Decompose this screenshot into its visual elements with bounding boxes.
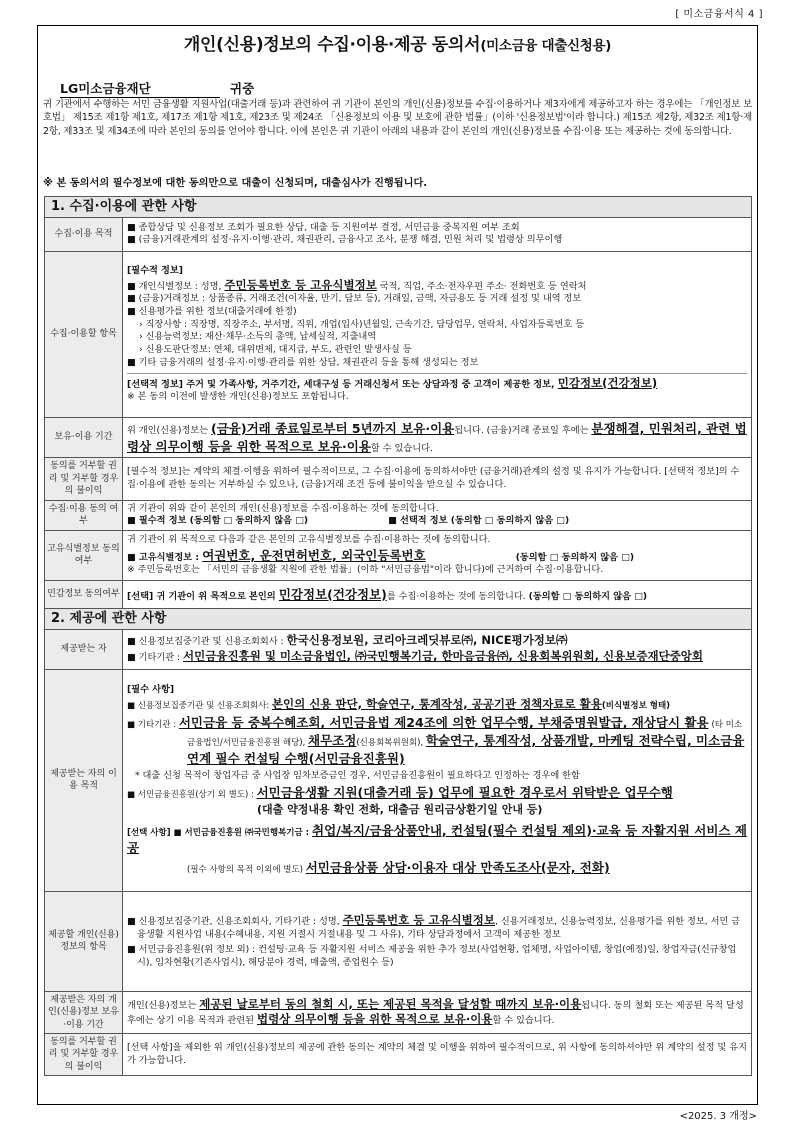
section-1-title: 1. 수집·이용에 관한 사항 <box>45 197 752 218</box>
intro-paragraph: 귀 기관에서 수행하는 서민 금융생활 지원사업(대출거래 등)과 관련하여 귀 기관이 본인의 개인(신용)정보를 수집·이용하거나 제3자에게 제공하고자 하는 경우에는 「개인정보 보호법」 제15조 제1항 제1호, 제17조 제1항 제1호, 제23조 및 제24조 「신용정보의 이용 및 보호에 관한 법률」(이하 '신용정보법'이라 합니다.) 제15조 제2항, 제32조 제1항·제2항, 제33조 및 제34조에 따라 본인의 동의를 얻어야 합니다. 이에 본인은 귀 기관이 아래의 내용과 같이 본인의 개인(신용)정보를 수집·이용 또는 제공하는 것에 동의합니다. <box>43 99 752 137</box>
sensitive-pre: [선택] 귀 기관이 위 목적으로 본인의 <box>127 590 279 602</box>
recipient-line-1 <box>127 633 747 649</box>
consent-text: 귀 기관이 위와 같이 본인의 개인(신용)정보를 수집·이용하는 것에 동의합니다. <box>127 502 439 514</box>
purpose-2-footnote: * 대출 신청 목적이 창업자금 중 사업장 임차보증금인 경우, 서민금융진흥원이 필요하다고 인정하는 경우에 한함 <box>135 769 580 781</box>
label-provided-refuse: 동의를 거부할 권리 및 거부할 경우의 불이익 <box>45 1034 123 1076</box>
notice-line: ※ 본 동의서의 필수정보에 대한 동의만으로 대출이 신청되며, 대출심사가 진행됩니다. <box>43 178 428 189</box>
title-sub: (미소금융 대출신청용) <box>480 38 612 54</box>
provided-refuse-cell: [선택 사항]을 제외한 위 개인(신용)정보의 제공에 관한 동의는 계약의 체결 및 이행을 위하여 필수적이므로, 위 사항에 동의하셔야만 위 계약의 설정 및 유지가 가능합니다. <box>123 1034 752 1076</box>
purpose-line-3b <box>127 802 747 818</box>
purpose-2-note-2: (신용회복위원회), <box>356 738 426 749</box>
provided-items-cell <box>123 891 752 991</box>
label-period: 보유·이용 기간 <box>45 417 123 457</box>
section-2-title: 2. 제공에 관한 사항 <box>45 608 752 629</box>
consent-cell <box>123 500 752 530</box>
document-title <box>38 34 757 56</box>
provided-period-pre: 개인(신용)정보는 <box>127 999 200 1011</box>
refuse-cell: [필수적 정보]는 계약의 체결·이행을 위하여 필수적이므로, 그 수집·이용에 동의하셔야만 (금융거래)관계의 설정 및 유지가 가능합니다. [선택적 정보]의 수집·이용에 관한 동의는 거부하실 수 있으나, (금융)거래 조건 등에 불이익을 받으실 수 있습니다. <box>123 458 752 500</box>
id-info-emphasis: 주민등록번호 등 고유식별정보 <box>224 277 377 292</box>
provided-period-post: 할 수 있습니다. <box>492 1015 555 1027</box>
title-main: 개인(신용)정보의 수집·이용·제공 동의서 <box>183 35 481 55</box>
consent-table <box>44 196 752 1076</box>
unique-id-text: 귀 기관이 위 목적으로 다음과 같은 본인의 고유식별정보를 수집·이용하는 것에 동의합니다. <box>127 533 491 545</box>
recipient-2-names: 서민금융진흥원 및 미소금융법인, ㈜국민행복기금, 한마음금융㈜, 신용회복위원회, 신용보증재단중앙회 <box>183 649 704 664</box>
unique-id-checkbox[interactable]: (동의함 □ 동의하지 않음 □) <box>515 551 635 563</box>
purpose-3-emphasis: 서민금융생활 지원(대출거래 등) 업무에 필요한 경우로서 위탁받은 업무수행 <box>256 785 673 801</box>
recipient-line-2 <box>127 649 747 665</box>
form-code: [ 미소금융서식 4 ] <box>675 9 763 20</box>
optional-items-pre: [선택 사항] ■ 서민금융진흥원 ㈜국민행복기금 : <box>127 827 313 838</box>
recipient-2-pre: ■ 기타기관 : <box>127 652 184 664</box>
sensitive-post: 를 수집·이용하는 것에 동의합니다. <box>386 590 526 602</box>
required-items-head: [필수 사항] <box>127 683 175 695</box>
period-cell <box>123 417 752 457</box>
provided-items-1-emphasis: 주민등록번호 등 고유식별정보 <box>342 913 495 928</box>
unique-id-emphasis: 여권번호, 운전면허번호, 외국인등록번호 <box>202 547 426 563</box>
optional-items-2-emphasis: 서민금융상품 상담·이용자 대상 만족도조사(문자, 전화) <box>305 860 610 876</box>
label-recipients: 제공받는 자 <box>45 629 123 669</box>
divider <box>127 373 747 374</box>
optional-info-note: ※ 본 동의 이전에 발생한 개인(신용)정보도 포함됩니다. <box>127 391 349 403</box>
label-consent: 수집·이용 동의 여부 <box>45 500 123 530</box>
label-refuse: 동의를 거부할 권리 및 거부할 경우의 불이익 <box>45 458 123 500</box>
optional-items-2-pre: (필수 사항의 목적 이외에 별도) <box>187 865 306 876</box>
provided-items-line-2: ■ 서민금융진흥원(위 정보 외) : 컨설팅·교육 등 자활지원 서비스 제공을 위한 추가 정보(사업현황, 업체명, 사업아이템, 창업(예정)일, 창업자금(신규창업시), 임차현황(기존사업시), 해당분야 경력, 매출액, 종업원수 등) <box>127 943 737 968</box>
purpose-3-pre: ■ 서민금융진흥원(상기 외 별도) : <box>127 790 257 801</box>
period-emphasis-1: (금융)거래 종료일로부터 5년까지 보유·이용 <box>211 420 455 436</box>
purpose-2-pre: ■ 기타기관 : <box>127 720 179 731</box>
unique-id-note: ※ 주민등록번호는 「서민의 금융생활 지원에 관한 법률」(이하 "서민금융법"이라 합니다)에 근거하여 수집·이용합니다. <box>127 564 604 576</box>
purpose-line-1 <box>127 697 747 713</box>
optional-info-line <box>127 376 747 392</box>
consent-optional-checkbox[interactable]: ■ 선택적 정보 (동의함 □ 동의하지 않음 □) <box>388 515 570 527</box>
credit-info-item: › 신용도판단정보: 연체, 대위변제, 대지급, 부도, 관련인 발생사실 등 <box>139 344 412 356</box>
purpose-1-post: (비식별정보 형태) <box>601 700 671 711</box>
purpose-2-emphasis-3: 학술연구, 통계작성, 상품개발, 마케팅 전략수립, 미소금융 연계 필수 컨설팅 수행(서민금융진흥원) <box>187 733 745 766</box>
label-purpose: 수집·이용 목적 <box>45 217 123 251</box>
provided-period-cell <box>123 991 752 1033</box>
sensitive-checkbox[interactable]: (동의함 □ 동의하지 않음 □) <box>528 590 648 602</box>
provided-period-emphasis-1: 제공된 날로부터 동의 철회 시, 또는 제공된 목적을 달성할 때까지 보유·이용 <box>199 996 582 1011</box>
label-unique-id: 고유식별정보 동의여부 <box>45 530 123 580</box>
addressee-org: LG미소금융재단 <box>60 81 220 98</box>
credit-info-item: › 직장사항 : 직장명, 직장주소, 부서명, 직위, 개업(입사)년월일, 근속기간, 담당업무, 연락처, 사업자등록번호 등 <box>139 318 585 330</box>
recipient-1-names: 한국신용정보원, 코리아크레딧뷰로㈜, NICE평가정보㈜ <box>286 633 568 648</box>
purpose-item: ■ (금융)거래관계의 설정·유지·이행·관리, 채권관리, 금융사고 조사, 분쟁 해결, 민원 처리 및 법령상 의무이행 <box>127 234 563 246</box>
consent-options <box>127 515 747 528</box>
purpose-2-note-1: (타 미소금융법인/서민금융진흥원 해당), <box>187 720 743 749</box>
use-purpose-cell <box>123 669 752 891</box>
label-provided-items: 제공할 개인(신용) 정보의 항목 <box>45 891 123 991</box>
unique-id-pre: ■ 고유식별정보 : <box>127 551 203 563</box>
purpose-line-2 <box>127 714 747 767</box>
optional-info-emphasis: 민감정보(건강정보) <box>557 375 658 390</box>
optional-info-pre: [선택적 정보] 주거 및 가족사항, 거주기간, 세대구성 등 거래신청서 또는 상담과정 중 고객이 제공한 정보, <box>127 378 558 390</box>
period-emphasis-2: 분쟁해결, 민원처리, 관련 법령상 의무이행 등을 위한 목적으로 보유·이용 <box>127 420 747 454</box>
purpose-1-pre: ■ 신용정보집중기관 및 신용조회회사: <box>127 700 272 711</box>
id-info-post: 국적, 직업, 주소·전자우편 주소· 전화번호 등 연락처 <box>376 280 587 292</box>
purpose-1-emphasis: 본인의 신용 판단, 학술연구, 통계작성, 공공기관 정책자료로 활용 <box>271 696 602 711</box>
purpose-3-detail: (대출 약정내용 확인 전화, 대출금 원리금상환기일 안내 등) <box>257 802 543 816</box>
period-post: 할 수 있습니다. <box>370 442 433 454</box>
provided-items-line-1 <box>127 913 747 942</box>
consent-required-checkbox[interactable]: ■ 필수적 정보 (동의함 □ 동의하지 않음 □) <box>127 515 309 527</box>
id-info-line <box>127 278 747 294</box>
purpose-item: ■ 종합상담 및 신용정보 조회가 필요한 상담, 대출 등 지원여부 결정, 서민금융 중복지원 여부 조회 <box>127 221 520 233</box>
purpose-2-emphasis-1: 서민금융 등 중복수혜조회, 서민금융법 제24조에 의한 업무수행, 부채증명원발급, 재상담시 활용 <box>178 715 709 731</box>
label-provided-period: 제공받은 자의 개인(신용)정보 보유·이용 기간 <box>45 991 123 1033</box>
id-info-pre: ■ 개인식별정보 : 성명, <box>127 280 225 292</box>
unique-id-line <box>127 547 747 565</box>
provided-items-1-pre: ■ 신용정보집중기관, 신용조회회사, 기타기관 : 성명, <box>127 916 343 928</box>
purpose-cell <box>123 217 752 251</box>
purpose-line-3 <box>127 784 747 802</box>
credit-info-head: ■ 신용평가를 위한 정보(대출거래에 한정) <box>127 306 297 318</box>
required-info-head: [필수적 정보] <box>127 264 183 276</box>
fin-info-line: ■ (금융)거래정보 : 상품종류, 거래조건(이자율, 만기, 담보 등), 거래일, 금액, 자금용도 등 거래 설정 및 내역 정보 <box>127 293 582 305</box>
other-info-line: ■ 기타 금융거래의 설정·유지·이행·관리를 위한 상담, 채권관리 등을 통해 생성되는 정보 <box>127 356 479 368</box>
sensitive-emphasis: 민감정보(건강정보) <box>278 586 387 602</box>
recipients-cell <box>123 629 752 669</box>
recipient-1-pre: ■ 신용정보집중기관 및 신용조회회사 : <box>127 636 287 648</box>
items-cell <box>123 251 752 417</box>
document-frame <box>37 25 758 1105</box>
sensitive-cell <box>123 580 752 608</box>
addressee <box>60 81 254 98</box>
credit-info-item: › 신용능력정보: 재산·채무·소득의 총액, 납세실적, 지출내역 <box>139 331 377 343</box>
optional-items-line-2 <box>127 859 747 877</box>
provided-items-1-post: , 신용거래정보, 신용능력정보, 신용평가를 위한 정보, 서민 금융생활 지원사업 내용(수혜내용, 지원 거절시 거절내용 및 그 사유), 기타 상담과정에서 고객이 제공한 정보 <box>137 916 741 941</box>
provided-period-emphasis-2: 법령상 의무이행 등을 위한 목적으로 보유·이용 <box>256 1012 493 1027</box>
optional-items-emphasis: 취업/복지/금융상품안내, 컨설팅(필수 컨설팅 제외)·교육 등 자활지원 서비스 제공 <box>127 822 747 856</box>
period-pre: 위 개인(신용)정보는 <box>127 424 212 436</box>
addressee-suffix: 귀중 <box>230 81 255 96</box>
label-items: 수집·이용할 항목 <box>45 251 123 417</box>
period-mid: 됩니다. (금융)거래 종료일 후에는 <box>454 424 592 436</box>
revision-note: <2025. 3 개정> <box>679 1111 757 1122</box>
provided-period-mid: 됩니다. 동의 철회 또는 제공된 목적 달성 후에는 상기 이용 목적과 관련된 <box>127 999 744 1027</box>
label-sensitive: 민감정보 동의여부 <box>45 580 123 608</box>
optional-items-line <box>127 822 747 857</box>
purpose-2-emphasis-2: 채무조정 <box>308 733 357 749</box>
label-use-purpose: 제공받는 자의 이용 목적 <box>45 669 123 891</box>
unique-id-cell <box>123 530 752 580</box>
